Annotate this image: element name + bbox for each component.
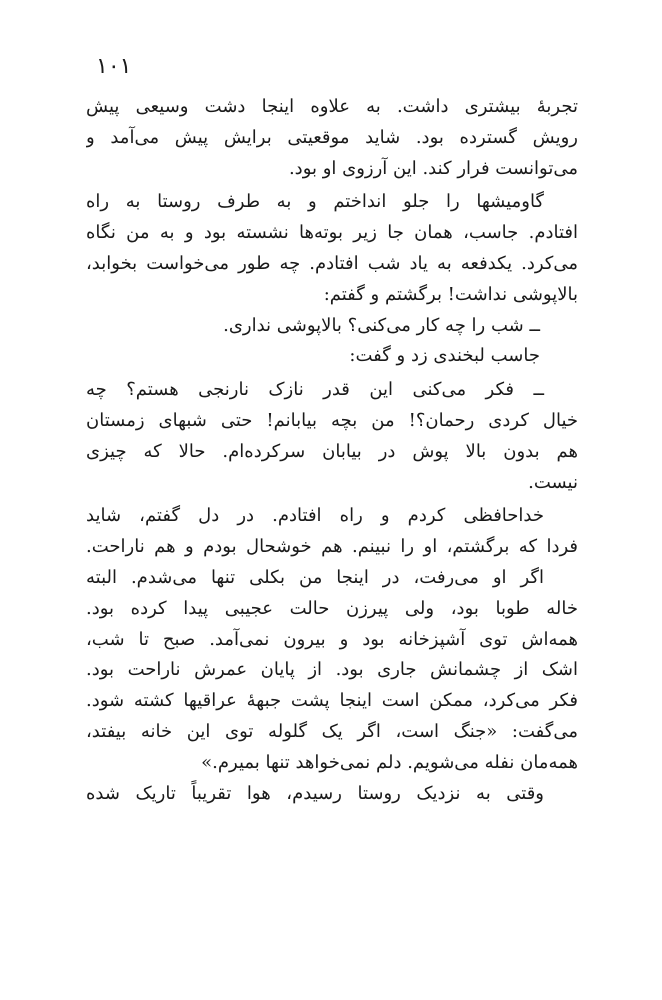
- text-line: افتادم. جاسب، همان جا زیر بوته‌ها نشسته بود و به من نگاه: [86, 222, 578, 244]
- text-line: وقتی به نزدیک روستا رسیدم، هوا تقریباً تاریک شده: [86, 782, 544, 804]
- text-line: می‌گفت: «جنگ است، اگر یک گلوله توی این خانه بیفتد،: [86, 720, 578, 742]
- page-number: ۱۰۱: [96, 54, 132, 79]
- dialogue-line: ــ فکر می‌کنی این قدر نازک نارنجی هستم؟ چه: [86, 379, 544, 401]
- text-line: بالاپوشی نداشت! برگشتم و گفتم:: [323, 283, 578, 305]
- body-text: [86, 92, 578, 809]
- text-line: می‌کرد. یکدفعه به یاد شب افتادم. چه طور می‌خواست بخوابد،: [86, 252, 578, 274]
- text-line: خداحافظی کردم و راه افتادم. در دل گفتم، شاید: [86, 505, 544, 527]
- text-line: خیال کردی رحمان؟! من بچه بیابانم! حتی شبهای زمستان: [86, 409, 578, 431]
- text-line: فردا که برگشتم، او را نبینم. هم خوشحال بودم و هم ناراحت.: [86, 536, 578, 558]
- text-line: نیست.: [528, 471, 578, 493]
- dialogue-line: ــ شب را چه کار می‌کنی؟ بالاپوشی نداری.: [223, 314, 540, 336]
- text-line: هم بدون بالا پوش در بیابان سرکرده‌ام. حالا که چیزی: [86, 440, 578, 462]
- text-line: خاله طوبا بود، ولی پیرزن حالت عجیبی پیدا کرده بود.: [86, 597, 578, 619]
- text-line: گاومیشها را جلو انداختم و به طرف روستا به راه: [86, 191, 544, 213]
- text-line: همه‌اش توی آشپزخانه بود و بیرون نمی‌آمد. صبح تا شب،: [86, 628, 578, 650]
- text-line: می‌توانست فرار کند. این آرزوی او بود.: [288, 157, 578, 179]
- text-line: رویش گسترده بود. شاید موقعیتی برایش پیش می‌آمد و: [86, 126, 578, 148]
- text-line: تجربهٔ بیشتری داشت. به علاوه اینجا دشت وسیعی پیش: [86, 96, 578, 117]
- text-line: اگر او می‌رفت، در اینجا من بکلی تنها می‌شدم. البته: [86, 566, 544, 588]
- text-line: اشک از چشمانش جاری بود. از پایان عمرش ناراحت بود.: [86, 659, 578, 681]
- text-line: جاسب لبخندی زد و گفت:: [349, 345, 540, 367]
- text-line: فکر می‌کرد، ممکن است اینجا پشت جبههٔ عراقیها کشته شود.: [86, 690, 578, 712]
- text-line: همه‌مان نفله می‌شویم. دلم نمی‌خواهد تنها بمیرم.»: [201, 751, 578, 773]
